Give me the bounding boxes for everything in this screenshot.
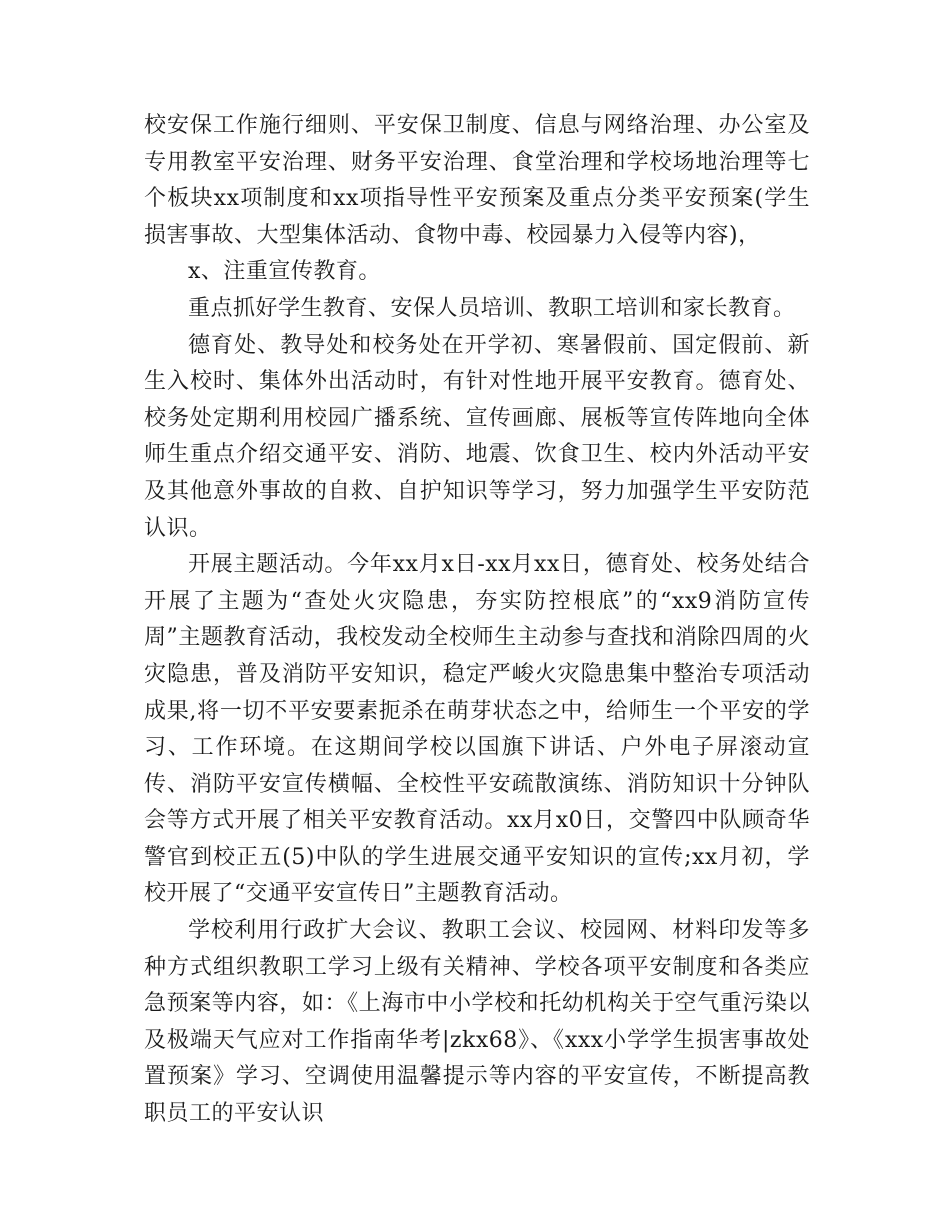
paragraph-5: 开展主题活动。今年xx月x日-xx月xx日，德育处、校务处结合开展了主题为“查处火灾隐患，夯实防控根底”的“xx9消防宣传周”主题教育活动，我校发动全校师生主动参与查找和消除四周的火灾隐患，普及消防平安知识，稳定严峻火灾隐患集中整治专项活动成果,将一切不平安要素扼杀在萌芽状态之中，给师生一个平安的学习、工作环境。在这期间学校以国旗下讲话、户外电子屏滚动宣传、消防平安宣传横幅、全校性平安疏散演练、消防知识十分钟队会等方式开展了相关平安教育活动。xx月x0日，交警四中队顾奇华警官到校正五(5)中队的学生进展交通平安知识的宣传;xx月初，学校开展了“交通平安宣传日”主题教育活动。 [144, 552, 810, 907]
paragraph-2: x、注重宣传教育。 [188, 259, 381, 285]
paragraph-6: 学校利用行政扩大会议、教职工会议、校园网、材料印发等多种方式组织教职工学习上级有关精神、学校各项平安制度和各类应急预案等内容，如：《上海市中小学校和托幼机构关于空气重污染以及极端天气应对工作指南华考|zkx68》、《xxx小学学生损害事故处置预案》学习、空调使用温馨提示等内容的平安宣传，不断提高教职员工的平安认识 [144, 918, 810, 1127]
paragraph-4: 德育处、教导处和校务处在开学初、寒暑假前、国定假前、新生入校时、集体外出活动时，有针对性地开展平安教育。德育处、校务处定期利用校园广播系统、宣传画廊、展板等宣传阵地向全体师生重点介绍交通平安、消防、地震、饮食卫生、校内外活动平安及其他意外事故的自救、自护知识等学习，努力加强学生平安防范认识。 [144, 332, 810, 541]
document-body [144, 108, 810, 1133]
paragraph-3: 重点抓好学生教育、安保人员培训、教职工培训和家长教育。 [188, 295, 796, 321]
paragraph-1: 校安保工作施行细则、平安保卫制度、信息与网络治理、办公室及专用教室平安治理、财务平安治理、食堂治理和学校场地治理等七个板块xx项制度和xx项指导性平安预案及重点分类平安预案(学生损害事故、大型集体活动、食物中毒、校园暴力入侵等内容)， [144, 113, 810, 248]
